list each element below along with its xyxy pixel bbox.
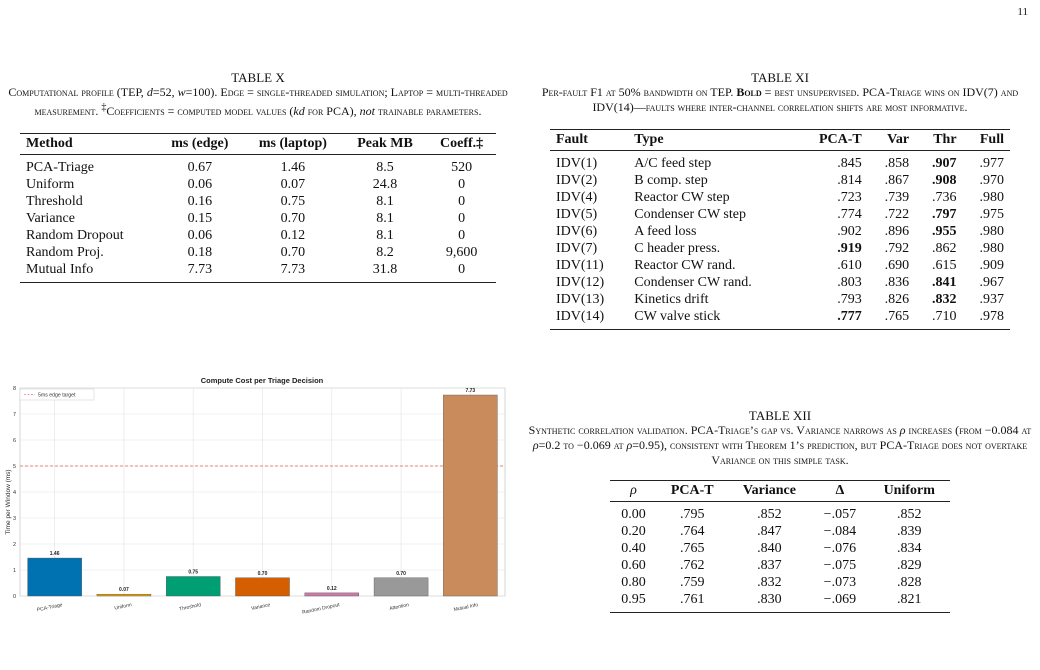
table-xi-cell: .803 [837, 275, 862, 290]
table-xi-cell: .858 [884, 156, 910, 171]
table-xi-cell: C header press. [634, 241, 721, 256]
table-xii-cell: −.073 [823, 575, 857, 590]
bar-uniform [97, 594, 151, 596]
table-xi-header-cell: Thr [915, 130, 962, 151]
y-tick-label: 2 [12, 542, 16, 548]
table-x-header-cell: Peak MB [343, 134, 427, 155]
table-xii-cell: −.069 [811, 591, 868, 613]
table-xi-cell: .955 [932, 224, 957, 239]
legend-label: 5ms edge target [38, 392, 76, 399]
table-xii-cell: .852 [896, 507, 922, 522]
table-xi-cell: .722 [884, 207, 910, 222]
table-xi-cell: A/C feed step [634, 156, 712, 171]
table-xi-cell: .975 [979, 207, 1004, 222]
table-x-cell: Threshold [26, 194, 83, 209]
table-xi-cell: .862 [932, 241, 957, 256]
table-xii-cell: .829 [896, 558, 922, 573]
table-xi-cell: Condenser CW step [634, 207, 746, 222]
table-x-cell: 1.46 [280, 160, 306, 175]
bar-variance [235, 578, 289, 596]
table-xii-row [610, 523, 950, 540]
table-xi [550, 129, 1010, 330]
table-xi-cell: .765 [868, 308, 915, 330]
table-x-cell: Variance [26, 211, 75, 226]
y-tick-label: 5 [12, 464, 16, 470]
table-xii-row [610, 502, 950, 524]
chart-y-axis-label: Time per Window (ms) [5, 469, 12, 535]
table-xii-row [610, 540, 950, 557]
table-x-cell: 0.16 [187, 194, 213, 209]
table-x-cell: 0.18 [187, 245, 213, 260]
table-xi-cell: .793 [837, 292, 862, 307]
table-xii-cell: .832 [757, 575, 782, 590]
table-x-cell: Random Proj. [26, 245, 104, 260]
y-tick-label: 6 [12, 438, 16, 444]
table-xi-cell: Reactor CW rand. [634, 258, 736, 273]
table-xi-cell: IDV(2) [556, 173, 598, 188]
table-x-title: TABLE X [231, 70, 285, 85]
table-x-cell: 9,600 [445, 245, 478, 260]
table-xi-cell: .970 [979, 173, 1004, 188]
table-xii-cell: .765 [679, 541, 705, 556]
table-xi-cell: .980 [979, 190, 1004, 205]
table-x-cell: Random Dropout [26, 228, 124, 243]
table-xi-cell: IDV(14) [550, 308, 628, 330]
table-x-header-cell: ms (edge) [157, 134, 243, 155]
table-x-cell: 0.15 [187, 211, 213, 226]
table-x-cell: 0 [458, 211, 466, 226]
table-xi-caption: Per-fault F1 at 50% bandwidth on TEP. Bold = best unsupervised. PCA-Triage wins on IDV(7) and IDV(14)—faults where inter-channel correlation shifts are most informative. [541, 85, 1019, 114]
table-x-cell: 7.73 [243, 261, 343, 283]
table-xi-cell: IDV(13) [556, 292, 605, 307]
table-xi-cell: .610 [837, 258, 862, 273]
table-x-cell: 0 [458, 177, 466, 192]
y-tick-label: 7 [12, 412, 16, 418]
table-xi-cell: .980 [979, 224, 1004, 239]
table-x-cell: 0.70 [280, 245, 306, 260]
x-tick-label: Uniform [113, 602, 133, 612]
table-xi-cell: IDV(6) [556, 224, 598, 239]
table-x-header-cell: ms (laptop) [243, 134, 343, 155]
table-xi-cell: IDV(4) [556, 190, 598, 205]
table-xi-cell: Condenser CW rand. [634, 275, 752, 290]
table-xii-cell: .762 [679, 558, 705, 573]
chart-legend [20, 389, 94, 400]
table-xi-header-cell: Type [628, 130, 796, 151]
table-x-cell: 8.1 [376, 194, 394, 209]
compute-cost-chart [0, 372, 510, 622]
table-x-row [20, 176, 496, 193]
y-tick-label: 8 [12, 386, 16, 392]
bar-value-label: 7.73 [465, 388, 476, 395]
table-xii-cell: .839 [896, 524, 922, 539]
table-xi-cell: .845 [837, 156, 862, 171]
table-xii-title: TABLE XII [748, 408, 812, 423]
table-xi-cell: .907 [932, 156, 957, 171]
table-xii-cell: −.075 [823, 558, 857, 573]
table-xii-cell: .759 [679, 575, 705, 590]
table-xi-cell: .902 [837, 224, 862, 239]
bar-attention [374, 578, 428, 596]
table-xii-row [610, 574, 950, 591]
table-xi-cell: .615 [932, 258, 957, 273]
table-xii-cell: .795 [679, 507, 705, 522]
table-x-row [20, 261, 496, 283]
table-xii-cell: .764 [679, 524, 705, 539]
table-xi-cell: .977 [979, 156, 1004, 171]
table-xi-cell: .896 [884, 224, 910, 239]
bar-value-label: 1.46 [49, 551, 60, 558]
table-xii-caption: Synthetic correlation validation. PCA-Triage’s gap vs. Variance narrows as ρ increases (from −0.084 at ρ=0.2 to −0.069 at ρ=0.95), consistent with Theorem 1’s prediction, but PCA-Triage does not overtake Variance on this simple task. [528, 423, 1032, 467]
table-xi-row [550, 240, 1010, 257]
table-x-row [20, 193, 496, 210]
table-xii-cell: 0.60 [621, 558, 646, 573]
table-xii-cell: .847 [757, 524, 782, 539]
table-xi-header-cell: PCA-T [797, 130, 868, 151]
table-x-cell: 0.06 [187, 177, 213, 192]
table-x-caption: Computational profile (TEP, d=52, w=100). Edge = single-threaded simulation; Laptop = multi-threaded measurement. ‡Coefficients = computed model values (kd for PCA), not trainable parameters. [8, 85, 508, 118]
table-x-cell: 24.8 [372, 177, 398, 192]
table-xi-cell: .826 [884, 292, 910, 307]
bar-mutual-info [443, 395, 497, 596]
table-xi-cell: IDV(7) [556, 241, 598, 256]
table-xii-cell: .761 [657, 591, 728, 613]
table-xi-row [550, 291, 1010, 308]
table-xii-header-cell: Δ [811, 481, 868, 502]
table-xii-row [610, 591, 950, 613]
table-xi-cell: .777 [797, 308, 868, 330]
table-xii-cell: .837 [757, 558, 782, 573]
table-xii-cell: .830 [727, 591, 811, 613]
table-xi-header-cell: Full [963, 130, 1010, 151]
table-xi-cell: .980 [979, 241, 1004, 256]
table-x-cell: Uniform [26, 177, 75, 192]
table-xi-cell: Reactor CW step [634, 190, 730, 205]
x-tick-label: Attention [388, 602, 410, 613]
table-xi-cell: IDV(5) [556, 207, 598, 222]
table-xi-cell: .967 [979, 275, 1004, 290]
table-xii-cell: 0.95 [610, 591, 657, 613]
table-x-row [20, 244, 496, 261]
table-x-cell: 0.70 [280, 211, 306, 226]
table-xi-cell: .690 [884, 258, 910, 273]
y-tick-label: 3 [12, 516, 16, 522]
table-xii-cell: −.084 [823, 524, 857, 539]
table-xii-cell: −.057 [823, 507, 857, 522]
y-tick-label: 4 [12, 490, 16, 496]
table-x-header-cell: Method [20, 134, 157, 155]
table-x [20, 133, 496, 283]
bar-value-label: 0.70 [396, 570, 406, 577]
x-tick-label: PCA-Triage [36, 602, 64, 614]
table-x-cell: 520 [451, 160, 473, 175]
table-xii-cell: 0.20 [621, 524, 646, 539]
table-x-cell: 0.12 [280, 228, 306, 243]
table-xii-row [610, 557, 950, 574]
table-xii-cell: .852 [757, 507, 782, 522]
table-xi-cell: IDV(11) [556, 258, 604, 273]
table-xi-cell: .908 [932, 173, 957, 188]
table-xii-header-cell: PCA-T [657, 481, 728, 502]
table-xii-header-cell: Uniform [868, 481, 950, 502]
table-x-header-cell: Coeff.‡ [427, 134, 496, 155]
table-xi-cell: .814 [837, 173, 862, 188]
page-number: 11 [1017, 6, 1028, 18]
table-xi-cell: .937 [979, 292, 1004, 307]
table-xi-row [550, 206, 1010, 223]
x-tick-label: Random Dropout [301, 602, 341, 616]
table-x-cell: Mutual Info [20, 261, 157, 283]
table-xii-cell: .834 [896, 541, 922, 556]
table-xi-row [550, 223, 1010, 240]
table-x-block [8, 70, 508, 283]
table-xi-row [550, 151, 1010, 173]
table-xi-cell: IDV(12) [556, 275, 605, 290]
table-x-cell: 8.1 [376, 228, 394, 243]
table-xi-cell: IDV(1) [556, 156, 598, 171]
table-xii [610, 480, 950, 613]
table-xi-cell: .836 [884, 275, 910, 290]
table-xi-cell: .792 [884, 241, 910, 256]
table-xii-cell: .821 [868, 591, 950, 613]
table-xi-cell: .832 [932, 292, 957, 307]
table-xi-cell: A feed loss [634, 224, 697, 239]
table-xi-cell: CW valve stick [628, 308, 796, 330]
table-x-cell: 0.06 [187, 228, 213, 243]
table-xi-row [550, 274, 1010, 291]
table-xi-cell: .774 [837, 207, 862, 222]
table-xii-cell: .840 [757, 541, 782, 556]
table-x-cell: 0.75 [280, 194, 306, 209]
table-xii-header-cell: ρ [610, 481, 657, 502]
table-xi-title: TABLE XI [751, 70, 809, 85]
table-x-cell: 0 [458, 228, 466, 243]
table-xi-cell: .797 [932, 207, 957, 222]
table-xi-cell: .710 [915, 308, 962, 330]
table-xi-row [550, 189, 1010, 206]
table-xi-block [530, 70, 1030, 330]
table-xii-cell: .828 [896, 575, 922, 590]
table-x-cell: 8.2 [376, 245, 394, 260]
table-x-row [20, 227, 496, 244]
table-xi-cell: .841 [932, 275, 957, 290]
table-xii-cell: 0.00 [621, 507, 646, 522]
table-xi-header-cell: Fault [550, 130, 628, 151]
bar-random-dropout [305, 593, 359, 596]
x-tick-label: Threshold [178, 602, 202, 613]
table-x-cell: 7.73 [157, 261, 243, 283]
table-xi-row [550, 308, 1010, 330]
table-xi-cell: .909 [979, 258, 1004, 273]
table-xi-cell: B comp. step [634, 173, 708, 188]
table-xi-cell: .919 [837, 241, 862, 256]
table-x-row [20, 210, 496, 227]
table-x-row [20, 155, 496, 177]
x-tick-label: Mutual Info [453, 602, 479, 614]
table-x-cell: 0 [458, 194, 466, 209]
bar-value-label: 0.07 [119, 587, 129, 594]
table-x-cell: 31.8 [343, 261, 427, 283]
table-xi-cell: .723 [837, 190, 862, 205]
table-xi-cell: .978 [963, 308, 1010, 330]
table-xi-cell: Kinetics drift [634, 292, 709, 307]
y-tick-label: 1 [12, 568, 16, 574]
table-xi-row [550, 257, 1010, 274]
table-xii-cell: −.076 [823, 541, 857, 556]
table-xi-cell: .739 [884, 190, 910, 205]
table-xii-block [515, 408, 1040, 613]
table-xi-row [550, 172, 1010, 189]
table-xii-cell: 0.80 [621, 575, 646, 590]
table-xi-cell: .736 [932, 190, 957, 205]
table-x-cell: 8.5 [376, 160, 394, 175]
table-xii-header-cell: Variance [727, 481, 811, 502]
chart-title: Compute Cost per Triage Decision [200, 376, 324, 385]
table-x-cell: 8.1 [376, 211, 394, 226]
y-tick-label: 0 [12, 594, 16, 600]
bar-value-label: 0.75 [188, 569, 199, 576]
table-x-cell: PCA-Triage [26, 160, 94, 175]
table-x-cell: 0 [427, 261, 496, 283]
x-tick-label: Variance [250, 602, 271, 612]
bar-value-label: 0.12 [326, 585, 337, 592]
table-x-cell: 0.67 [187, 160, 213, 175]
bar-threshold [166, 577, 220, 597]
table-x-cell: 0.07 [280, 177, 306, 192]
table-xi-cell: .867 [884, 173, 910, 188]
bar-value-label: 0.70 [257, 570, 268, 577]
table-xii-cell: 0.40 [621, 541, 646, 556]
bar-pca-triage [28, 558, 82, 596]
table-xi-header-cell: Var [868, 130, 915, 151]
